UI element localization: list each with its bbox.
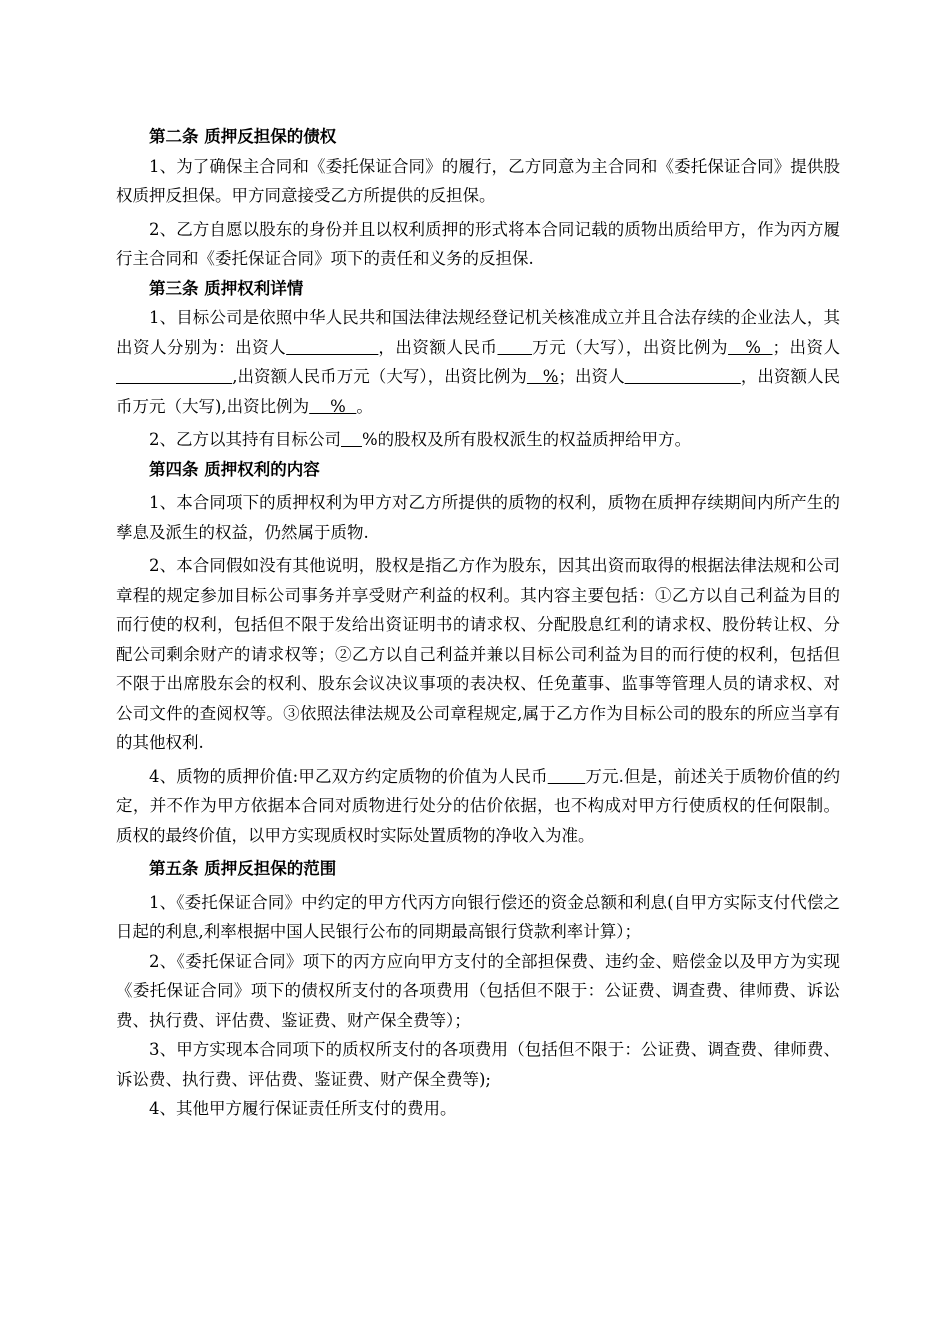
article-5-heading: 第五条 质押反担保的范围 bbox=[149, 859, 337, 878]
text-run: 1、目标公司是依照中华人民共和国法律法规经登记机关核准成立并且合法存续的企业法人，其出资人分别为：出资人 bbox=[116, 308, 840, 357]
text-run: ，出资额人民币 bbox=[378, 337, 498, 357]
article-3-clause-1 bbox=[116, 303, 840, 421]
text-run: ,出资额人民币万元（大写），出资比例为 bbox=[232, 367, 527, 386]
fill-blank[interactable]: % bbox=[309, 396, 357, 416]
text-run: ；出资人 bbox=[558, 367, 625, 386]
article-3-heading: 第三条 质押权利详情 bbox=[149, 278, 304, 298]
text-run: %的股权及所有股权派生的权益质押给甲方。 bbox=[361, 430, 692, 449]
article-4-heading: 第四条 质押权利的内容 bbox=[149, 459, 320, 479]
fill-blank[interactable] bbox=[116, 367, 232, 386]
article-2-heading: 第二条 质押反担保的债权 bbox=[149, 127, 337, 146]
article-5-clause-3: 3、甲方实现本合同项下的质权所支付的各项费用（包括但不限于：公证费、调查费、律师费、诉讼费、执行费、评估费、鉴证费、财产保全费等); bbox=[116, 1040, 840, 1089]
fill-blank[interactable] bbox=[497, 338, 532, 357]
fill-blank[interactable]: % bbox=[728, 337, 773, 357]
article-3-clause-2 bbox=[116, 425, 840, 455]
fill-blank[interactable] bbox=[341, 430, 362, 449]
fill-blank[interactable] bbox=[625, 367, 741, 386]
text-run: 4、质物的质押价值:甲乙双方约定质物的价值为人民币 bbox=[149, 766, 548, 786]
article-4-clause-4 bbox=[116, 762, 840, 851]
article-5-clause-1: 1、《委托保证合同》中约定的甲方代丙方向银行偿还的资金总额和利息(自甲方实际支付代偿之日起的利息,利率根据中国人民银行公布的同期最高银行贷款利率计算）； bbox=[116, 892, 840, 941]
text-run: ，出资额人民币万元（大写),出资比例为 bbox=[116, 367, 841, 416]
article-4-clause-2: 2、本合同假如没有其他说明，股权是指乙方作为股东，因其出资而取得的根据法律法规和公司章程的规定参加目标公司事务并享受财产利益的权利。其内容主要包括：①乙方以自己利益为目的而行使的权利，包括但不限于发给出资证明书的请求权、分配股息红利的请求权、股份转让权、分配公司剩余财产的请求权等；②乙方以自己利益并兼以目标公司利益为目的而行使的权利，包括但不限于出席股东会的权利、股东会议决议事项的表决权、任免董事、监事等管理人员的请求权、对公司文件的查阅权等。③依照法律法规及公司章程规定,属于乙方作为目标公司的股东的所应当享有的其他权利. bbox=[116, 556, 840, 752]
fill-blank[interactable] bbox=[286, 338, 378, 357]
text-run: 。 bbox=[356, 396, 373, 416]
article-5-clause-4: 4、其他甲方履行保证责任所支付的费用。 bbox=[149, 1099, 457, 1118]
text-run: 2、乙方以其持有目标公司 bbox=[149, 430, 341, 449]
fill-blank[interactable] bbox=[548, 767, 586, 786]
article-2-clause-2: 2、乙方自愿以股东的身份并且以权利质押的形式将本合同记载的质物出质给甲方，作为丙方履行主合同和《委托保证合同》项下的责任和义务的反担保. bbox=[116, 219, 840, 268]
fill-blank[interactable]: % bbox=[526, 367, 559, 386]
text-run: 万元.但是，前述关于质物价值的约定，并不作为甲方依据本合同对质物进行处分的估价依据，也不构成对甲方行使质权的任何限制。质权的最终价值，以甲方实现质权时实际处置质物的净收入为准。 bbox=[116, 766, 840, 845]
article-4-clause-1: 1、本合同项下的质押权利为甲方对乙方所提供的质物的权利，质物在质押存续期间内所产生的孳息及派生的权益，仍然属于质物. bbox=[116, 493, 840, 542]
article-2-clause-1: 1、为了确保主合同和《委托保证合同》的履行，乙方同意为主合同和《委托保证合同》提供股权质押反担保。甲方同意接受乙方所提供的反担保。 bbox=[116, 156, 840, 205]
text-run: ；出资人 bbox=[772, 337, 841, 357]
text-run: 万元（大写），出资比例为 bbox=[532, 337, 729, 357]
document-page bbox=[116, 122, 840, 1124]
article-5-clause-2: 2、《委托保证合同》项下的丙方应向甲方支付的全部担保费、违约金、赔偿金以及甲方为实现《委托保证合同》项下的债权所支付的各项费用（包括但不限于：公证费、调查费、律师费、诉讼费、执行费、评估费、鉴证费、财产保全费等）； bbox=[116, 951, 840, 1030]
